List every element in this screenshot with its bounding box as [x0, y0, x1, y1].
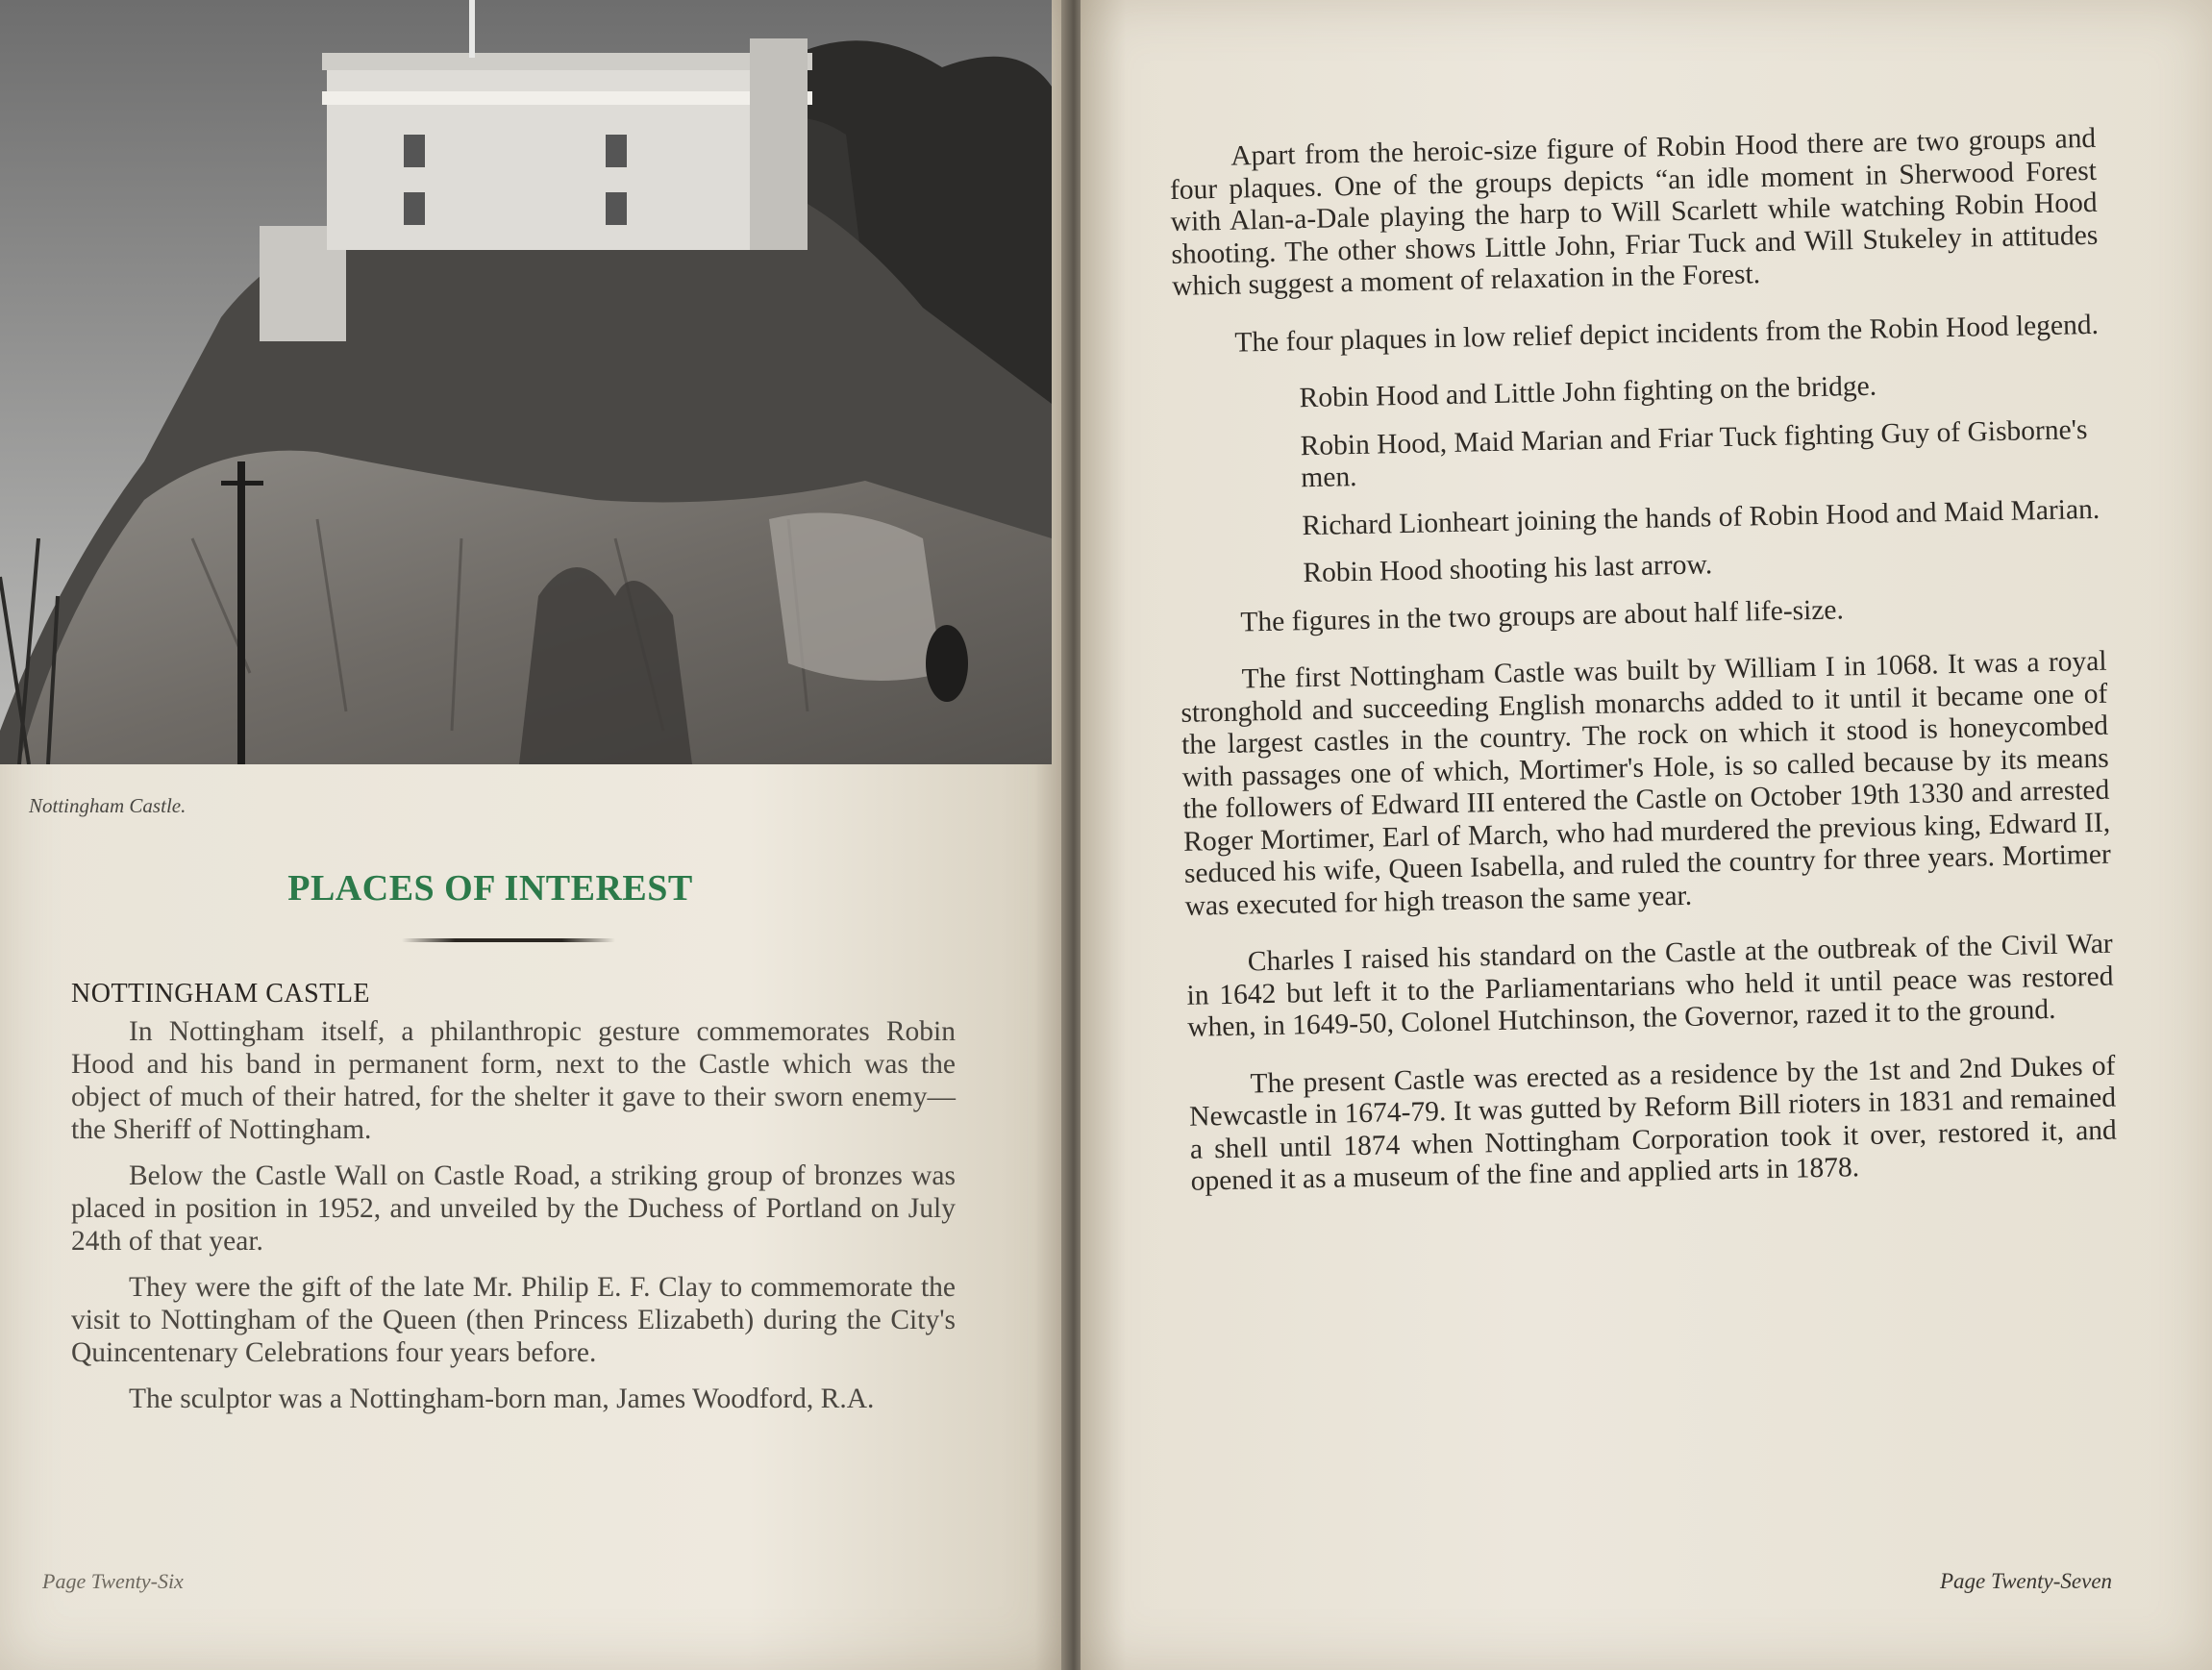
left-page: [0, 0, 1067, 1670]
subsection-title: NOTTINGHAM CASTLE: [71, 979, 371, 1009]
paragraph: The sculptor was a Nottingham-born man, James Woodford, R.A.: [129, 1383, 875, 1414]
paragraph: The first Nottingham Castle was built by William I in 1068. It was a royal stronghold and succeeding English monarchs added to it until it became one of the largest castles in the country. The rock on which it stood is honeycombed with passages one of which, Mortimer's Hole, is so called because by its means the followers of Edward III entered the Castle on October 19th 1330 and arrested Roger Mortimer, Earl of March, who had murdered the previous king, Edward II, seduced his wife, Queen Isabella, and ruled the country for three years. Mortimer was executed for high treason the same year.: [1181, 645, 2112, 922]
left-body-text: [71, 1015, 956, 1429]
figures-note: The figures in the two groups are about half life-size.: [1240, 593, 1845, 638]
photo-caption: Nottingham Castle.: [29, 794, 186, 817]
right-body-text: [1169, 123, 2118, 1223]
castle-photo: [0, 0, 1052, 764]
paragraph: Below the Castle Wall on Castle Road, a striking group of bronzes was placed in position in 1952, and unveiled by the Duchess of Portland on July 24th of that year.: [71, 1160, 956, 1257]
page-number-left: Page Twenty-Six: [42, 1569, 184, 1593]
paragraph: The four plaques in low relief depict incidents from the Robin Hood legend.: [1234, 309, 2100, 359]
paragraph: They were the gift of the late Mr. Philip E. F. Clay to commemorate the visit to Nottingham of the Queen (then Princess Elizabeth) during the City's Quincentenary Celebrations four years before.: [71, 1272, 956, 1368]
plaque-item: Robin Hood shooting his last arrow.: [1303, 549, 1713, 589]
paragraph: The present Castle was erected as a residence by the 1st and 2nd Dukes of Newcastle in 1674-79. It was gutted by Reform Bill rioters in 1831 and remained a shell until 1874 when Nottingham Corporation took it over, restored it, and opened it as a museum of the fine and applied arts in 1878.: [1188, 1050, 2118, 1197]
section-title: PLACES OF INTEREST: [287, 868, 693, 909]
plaque-item: Richard Lionheart joining the hands of Robin Hood and Maid Marian.: [1302, 493, 2100, 541]
page-number-right: Page Twenty-Seven: [1940, 1569, 2113, 1593]
title-divider: [402, 938, 615, 942]
plaque-item: Robin Hood and Little John fighting on the bridge.: [1299, 370, 1877, 414]
paragraph: Charles I raised his standard on the Castle at the outbreak of the Civil War in 1642 but left it to the Parliamentarians who held it until peace was restored when, in 1649-50, Colonel Hutchinson, the Governor, razed it to the ground.: [1186, 928, 2114, 1043]
plaque-item: Robin Hood, Maid Marian and Friar Tuck fighting Guy of Gisborne's men.: [1300, 413, 2088, 494]
paragraph: Apart from the heroic-size figure of Robin Hood there are two groups and four plaques. One of the groups depicts “an idle moment in Sherwood Forest with Alan-a-Dale playing the harp to Will Scarlett while watching Robin Hood shooting. The other shows Little John, Friar Tuck and Will Stukeley in attitudes which suggest a moment of relaxation in the Forest.: [1169, 122, 2099, 302]
castle-photo-illustration: [0, 0, 1052, 764]
paragraph: In Nottingham itself, a philanthropic gesture commemorates Robin Hood and his band in permanent form, next to the Castle which was the object of much of their hatred, for the shelter it gave to their sworn enemy—the Sheriff of Nottingham.: [71, 1016, 956, 1145]
